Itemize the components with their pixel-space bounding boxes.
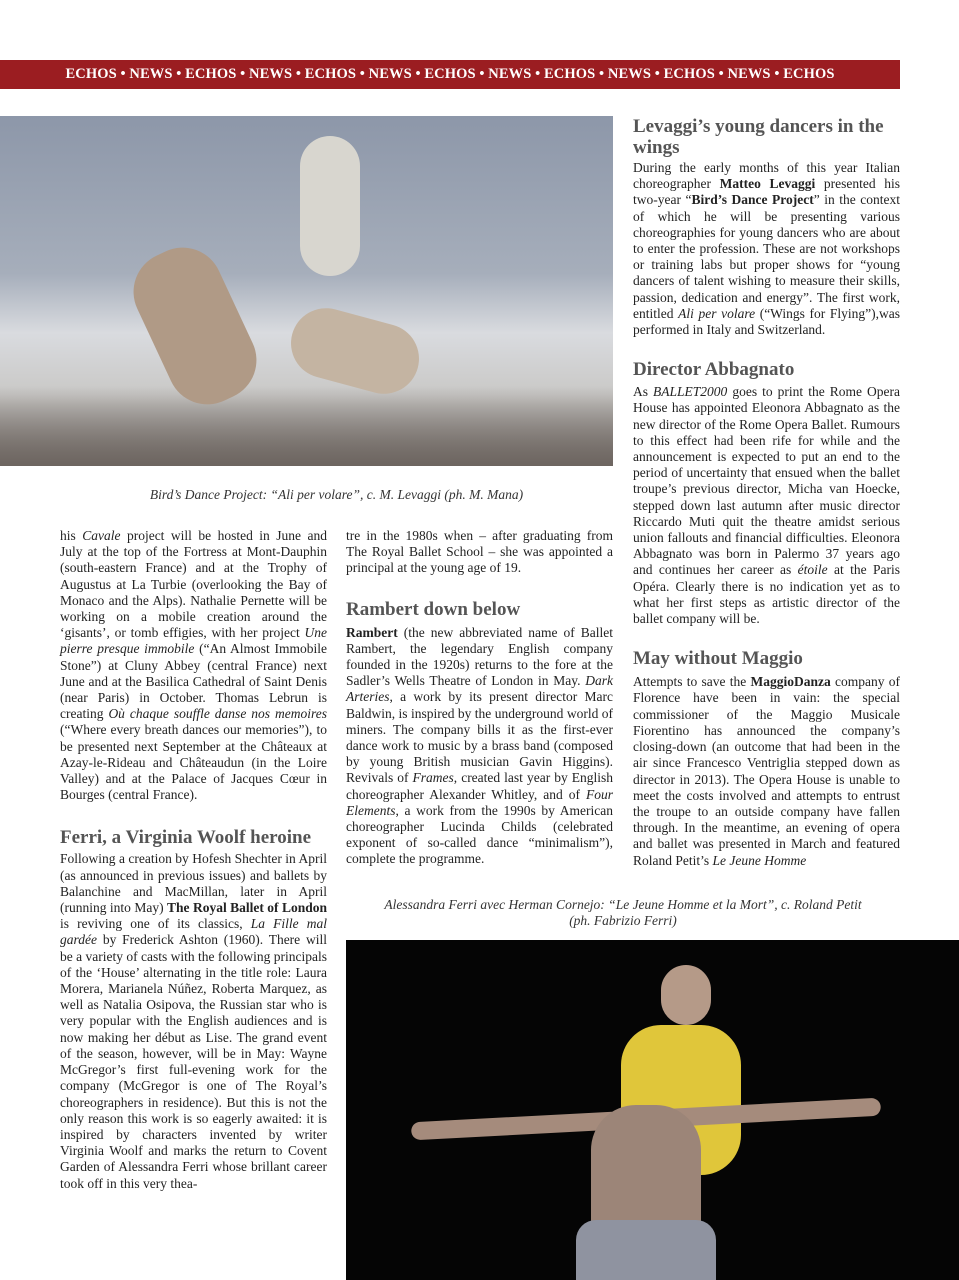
photo-caption-top: Bird’s Dance Project: “Ali per volare”, c. M. Levaggi (ph. M. Mana)	[149, 487, 524, 502]
article-paragraph	[60, 528, 327, 803]
text-run: company of Florence have been in vain: the special commissioner of the Maggio Musicale Fiorentino has announced the company’s closing-down (an outcome that had been in the air since Francesco Ventriglia stepped down as director in 2013). The Opera House is unable to meet the costs involved and attempts to entrust the troupe to an outside company have fallen through. In the meantime, an evening of opera and ballet was presented in March and featured Roland Petit’s	[633, 674, 900, 868]
bold-text-run: The Royal Ballet of London	[167, 900, 327, 916]
article-heading: Director Abbagnato	[633, 359, 795, 381]
text-run: his	[60, 528, 83, 543]
text-run: As	[633, 384, 654, 400]
caption-line: (ph. Fabrizio Ferri)	[569, 913, 677, 928]
text-run: Attempts to save the	[633, 674, 751, 690]
article-paragraph	[633, 160, 900, 338]
middle-column	[346, 528, 613, 868]
italic-text-run: Une pierre presque immobile	[60, 625, 327, 657]
text-run: (“Where every breath dances our memories”), to be presented next September at the Châteaux at Azay-le-Rideau and Châteaudun (in the Loire Valley) and at the Palace of Jacques Cœur in Bourges (central France).	[60, 722, 327, 803]
text-run: Following a creation by Hofesh Shechter in April (as announced in previous issues) and ballets by Balanchine and MacMillan, later in April (running into May)	[60, 851, 327, 916]
bold-text-run: Bird’s Dance Project	[691, 192, 814, 208]
text-run: , a work by its present director Marc Baldwin, is inspired by the underground world of miners. The company bills it as the first-ever dance work to music by a brass band (composed by young British musician Gavin Higgins). Revivals of	[346, 689, 613, 786]
photo-caption-bottom	[346, 897, 900, 929]
bold-text-run: Matteo Levaggi	[719, 176, 816, 192]
italic-text-run: BALLET2000	[653, 384, 728, 400]
italic-text-run: Le Jeune Homme	[712, 852, 807, 868]
italic-text-run: Four Elements	[346, 786, 613, 818]
section-banner: ECHOS • NEWS • ECHOS • NEWS • ECHOS • NEWS • ECHOS • NEWS • ECHOS • NEWS • ECHOS • NEWS • ECHOS	[0, 60, 900, 89]
text-run: , created last year by English choreographer Alexander Whitley, and of	[346, 770, 613, 802]
dance-photo-birds-dance-project	[0, 116, 613, 466]
text-run: is reviving one of its classics,	[60, 916, 251, 932]
article-heading: Rambert down below	[346, 598, 521, 620]
text-run: project will be hosted in June and July at the top of the Fortress at Mont-Dauphin (south-eastern France) and at the Trophy of Augustus at La Turbie (overlooking the Bay of Monaco and the Alps). Nathalie Pernette will be working on a mobile creation around the ‘gisants’, or tomb effigies, with her project	[60, 528, 327, 641]
text-run: (“Wings for Flying”),was performed in Italy and Switzerland.	[633, 305, 900, 338]
article-paragraph	[633, 384, 900, 627]
left-column	[60, 528, 327, 1192]
text-run: During the early months of this year Italian choreographer	[633, 160, 900, 192]
italic-text-run: La Fille mal gardée	[60, 916, 328, 948]
bold-text-run: Rambert	[346, 624, 398, 640]
article-paragraph	[633, 674, 900, 868]
article-heading: Levaggi’s young dancers in the wings	[633, 116, 884, 158]
italic-text-run: Où chaque souffle danse nos memoires	[108, 706, 327, 722]
right-column	[633, 116, 900, 869]
article-paragraph	[346, 625, 613, 868]
bold-text-run: MaggioDanza	[750, 674, 831, 690]
italic-text-run: Cavale	[82, 528, 121, 543]
text-run: presented his two-year “	[633, 176, 900, 208]
caption-line: Alessandra Ferri avec Herman Cornejo: “Le Jeune Homme et la Mort”, c. Roland Petit	[384, 897, 862, 912]
text-run: , a work from the 1990s by American choreographer Lucinda Childs (celebrated exponent of so-called dance “minimalism”), complete the programme.	[346, 802, 613, 867]
dance-photo-ferri-cornejo	[346, 940, 959, 1280]
text-run: ” in the context of which he will be presenting various choreographies for young dancers who are about to enter the profession. These are not workshops or training labs but proper shows for “young dancers of talent wishing to measure their skills, passion, dedication and energy”. The first work, entitled	[633, 192, 900, 321]
italic-text-run: Dark Arteries	[346, 673, 613, 705]
italic-text-run: étoile	[797, 562, 828, 578]
article-paragraph	[60, 851, 327, 1191]
text-run: (the new abbreviated name of Ballet Rambert, the legendary English company founded in the 1920s) returns to the fore at the Sadler’s Wells Theatre of London in May.	[346, 624, 613, 689]
article-heading: May without Maggio	[633, 648, 803, 670]
text-run: (“An Almost Immobile Stone”) at Cluny Abbey (central France) next June and at the Basilica Cathedral of Saint Denis (near Paris) in October. Thomas Lebrun is creating	[60, 641, 327, 722]
text-run: tre in the 1980s when – after graduating from The Royal Ballet School – she was appointed a principal at the young age of 19.	[346, 528, 613, 576]
italic-text-run: Ali per volare	[678, 305, 756, 321]
text-run: by Frederick Ashton (1960). There will be a variety of casts with the following principals of the ‘House’ alternating in the title role: Laura Morera, Marianela Núñez, Roberta Marquez, as well as Natalia Osipova, the Russian star who is very popular with the English audiences and is now making her début as Lise. The grand event of the season, however, will be in May: Wayne McGregor’s first full-evening work for the company (McGregor is one of The Royal’s choreographers in residence). But this is not the only reason this work is so eagerly awaited: it is inspired by characters invented by writer Virginia Woolf and marks the return to Covent Garden of Alessandra Ferri whose brillant career took off in this very thea-	[60, 932, 327, 1191]
text-run: at the Paris Opéra. Clearly there is no indication yet as to what her first steps as artistic director of the ballet company will be.	[633, 562, 900, 627]
text-run: goes to print the Rome Opera House has appointed Eleonora Abbagnato as the new director of the Rome Opera Ballet. Rumours to this effect had been rife for while and the announcement is expected to put an end to the period of uncertainty that ensued when the ballet troupe’s previous director, Micha van Hoecke, stepped down last autumn after music director Riccardo Muti quit the theatre amidst serious union fallouts and financial difficulties. Eleonora Abbagnato was born in Palermo 37 years ago and continues her career as	[633, 384, 900, 578]
article-heading: Ferri, a Virginia Woolf heroine	[60, 827, 312, 849]
article-paragraph	[346, 528, 613, 577]
italic-text-run: Frames	[412, 770, 454, 786]
